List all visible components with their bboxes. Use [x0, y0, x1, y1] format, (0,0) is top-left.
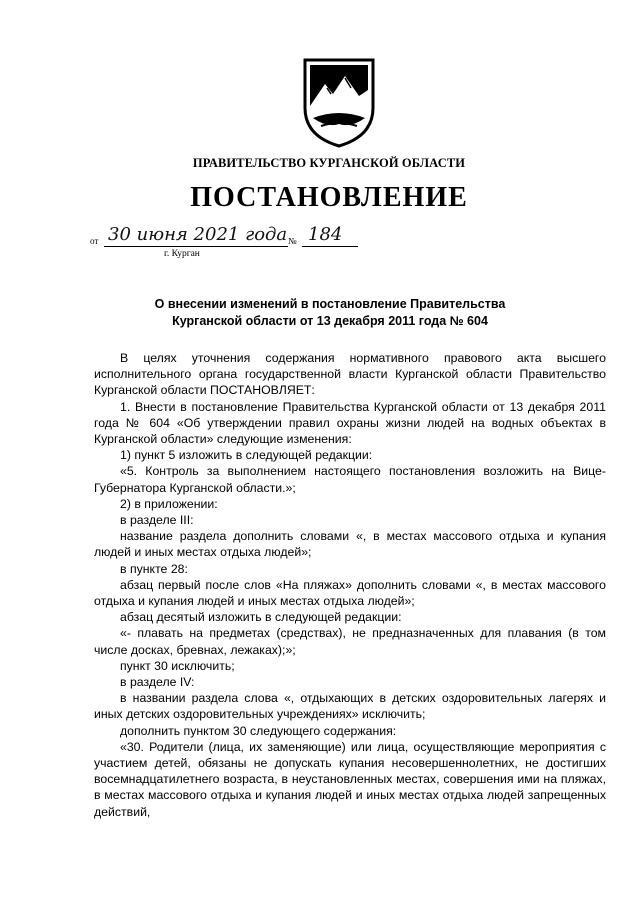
body-paragraph: название раздела дополнить словами «, в местах массового отдыха и купания людей и иных местах отдыха людей»;: [94, 529, 606, 560]
handwritten-date: 30 июня 2021 года: [108, 224, 288, 245]
body-paragraph: 1. Внести в постановление Правительства Курганской области от 13 декабря 2011 года № 604 «Об утверждении правил охраны жизни людей на водных объектах в Курганской области» следующие изменения:: [94, 399, 606, 447]
date-number-line: [90, 226, 390, 266]
document-body: [94, 350, 606, 820]
body-paragraph: «- плавать на предметах (средствах), не предназначенных для плавания (в том числе досках, бревнах, лежаках);»;: [94, 626, 606, 657]
body-paragraph: в разделе IV:: [120, 675, 195, 690]
date-underline: [104, 246, 288, 247]
handwritten-number: 184: [308, 224, 343, 245]
document-type-title: ПОСТАНОВЛЕНИЕ: [190, 182, 468, 213]
subject-line-1: О внесении изменений в постановление Правительства: [154, 297, 506, 311]
body-paragraph: абзац десятый изложить в следующей редакции:: [120, 610, 402, 625]
body-paragraph: в разделе III:: [120, 513, 194, 528]
body-paragraph: 2) в приложении:: [120, 496, 218, 511]
subject-line-2: Курганской области от 13 декабря 2011 года № 604: [172, 314, 488, 328]
body-paragraph: в названии раздела слова «, отдыхающих в детских оздоровительных лагерях и иных детских оздоровительных учреждениях» исключить;: [94, 691, 606, 722]
body-paragraph: В целях уточнения содержания нормативного правового акта высшего исполнительного органа государственной власти Курганской области Правительство Курганской области ПОСТАНОВЛЯЕТ:: [94, 351, 606, 398]
document-subject: [0, 296, 640, 330]
body-paragraph: абзац первый после слов «На пляжах» дополнить словами «, в местах массового отдыха и купания людей и иных местах отдыха людей»;: [94, 577, 606, 609]
body-paragraph: пункт 30 исключить;: [120, 658, 235, 673]
number-prefix: №: [288, 236, 297, 246]
government-name: ПРАВИТЕЛЬСТВО КУРГАНСКОЙ ОБЛАСТИ: [192, 156, 466, 170]
coat-of-arms-icon: [301, 56, 377, 148]
body-paragraph: «5. Контроль за выполнением настоящего постановления возложить на Вице-Губернатора Курганской области.»;: [94, 464, 606, 495]
body-paragraph: дополнить пунктом 30 следующего содержания:: [120, 723, 397, 738]
body-paragraph: в пункте 28:: [120, 561, 188, 576]
date-prefix: от: [90, 236, 99, 246]
number-underline: [302, 246, 358, 247]
city-label: г. Курган: [164, 249, 200, 259]
body-paragraph: «30. Родители (лица, их заменяющие) или лица, осуществляющие мероприятия с участием детей, обязаны не допускать купания несовершеннолетних, не достигших восемнадцатилетнего возраста, в неустановленных местах, совершения ими на пляжах, в местах массового отдыха и купания людей и иных местах отдыха людей запрещенных действий,: [94, 739, 606, 819]
body-paragraph: 1) пункт 5 изложить в следующей редакции:: [120, 448, 373, 463]
